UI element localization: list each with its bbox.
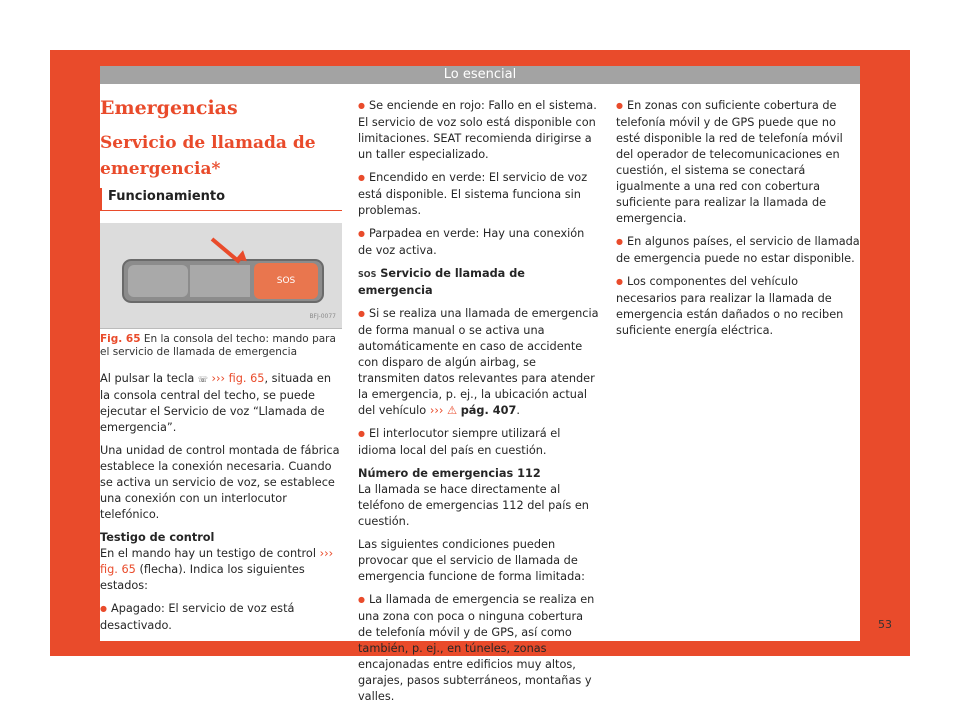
list-item: ● En zonas con suficiente cobertura de telefonía móvil y de GPS puede que no esté disponible la red de telefonía móvil del operador de telecomunicaciones en cuestión, el sistema se conectará igualmente a una red con cobertura suficiente para realizar la llamada de emergencia. bbox=[616, 98, 860, 227]
paragraph: La llamada se hace directamente al teléfono de emergencias 112 del país en cuestión. bbox=[358, 483, 589, 528]
column-3 bbox=[616, 98, 860, 346]
caption-text: En la consola del techo: mando para el servicio de llamada de emergencia bbox=[100, 333, 336, 358]
warning-icon: ⚠ bbox=[446, 404, 458, 417]
column-2 bbox=[358, 98, 600, 712]
page-number: 53 bbox=[878, 618, 892, 631]
paragraph bbox=[100, 371, 342, 436]
list-item: ● Parpadea en verde: Hay una conexión de voz activa. bbox=[358, 226, 600, 259]
text: Si se realiza una llamada de emergencia de forma manual o se activa una automáticamente en caso de accidente con disparo de algún airbag, se transmiten datos relevantes para atender la emergencia, p. ej., la ubicación actual del vehículo bbox=[358, 307, 599, 417]
page-link-arrows[interactable]: ››› bbox=[429, 404, 444, 417]
list-item: ● Los componentes del vehículo necesarios para realizar la llamada de emergencia están dañados o no reciben suficiente energía eléctrica. bbox=[616, 274, 860, 339]
running-header: Lo esencial bbox=[100, 66, 860, 84]
text: Servicio de llamada de emergencia bbox=[358, 267, 525, 297]
text: Al pulsar la tecla bbox=[100, 372, 195, 385]
sos-icon: SOS bbox=[358, 270, 377, 279]
roof-console-panel bbox=[122, 259, 324, 303]
page-link[interactable]: pág. 407 bbox=[460, 404, 517, 417]
subheading: Número de emergencias 112 bbox=[358, 467, 541, 480]
sos-icon: ☏ bbox=[197, 375, 208, 384]
subsection-title: Funcionamiento bbox=[100, 188, 342, 211]
sos-button: SOS bbox=[254, 263, 318, 299]
text: (flecha). Indica los siguientes estados: bbox=[100, 563, 305, 592]
list-item: ● El interlocutor siempre utilizará el idioma local del país en cuestión. bbox=[358, 426, 600, 459]
figure-caption bbox=[100, 333, 342, 359]
figure-link[interactable]: ››› fig. 65 bbox=[100, 547, 334, 576]
paragraph: Las siguientes condiciones pueden provocar que el servicio de llamada de emergencia funcione de forma limitada: bbox=[358, 538, 585, 583]
list-item: ● En algunos países, el servicio de llamada de emergencia puede no estar disponible. bbox=[616, 234, 860, 267]
figure-link[interactable]: ››› fig. 65 bbox=[211, 372, 265, 385]
column-1 bbox=[100, 96, 342, 641]
paragraph bbox=[100, 546, 342, 594]
console-slot bbox=[128, 265, 188, 297]
text: , situada en la consola central del techo, se puede ejecutar el Servicio de voz “Llamada de emergencia”. bbox=[100, 372, 331, 434]
list-item: ● Apagado: El servicio de voz está desactivado. bbox=[100, 601, 342, 634]
chapter-title: Emergencias bbox=[100, 97, 238, 119]
list-item: ● La llamada de emergencia se realiza en una zona con poca o ninguna cobertura de telefonía móvil y de GPS, así como también, p. ej., en túneles, zonas encajonadas entre edificios muy altos, garajes, pasos subterráneos, montañas y valles. bbox=[358, 592, 600, 705]
list-item: ● Se enciende en rojo: Fallo en el sistema. El servicio de voz solo está disponible con limitaciones. SEAT recomienda dirigirse a un taller especializado. bbox=[358, 98, 600, 163]
figure-code: BFJ-0077 bbox=[309, 313, 336, 320]
paragraph: Una unidad de control montada de fábrica establece la conexión necesaria. Cuando se activa un servicio de voz, se establece una conexión con un interlocutor telefónico. bbox=[100, 444, 340, 521]
subheading bbox=[358, 266, 600, 299]
list-item: ● Si se realiza una llamada de emergencia de forma manual o se activa una automáticamente en caso de accidente con disparo de algún airbag, se transmiten datos relevantes para atender la emergencia, p. ej., la ubicación actual del vehículo ››› ⚠ pág. 407. bbox=[358, 306, 600, 419]
list-item: ● Encendido en verde: El servicio de voz está disponible. El sistema funciona sin problemas. bbox=[358, 170, 600, 219]
figure-65 bbox=[100, 223, 342, 329]
console-slot bbox=[190, 265, 250, 297]
section-title: Servicio de llamada de emergencia* bbox=[100, 133, 316, 179]
caption-label: Fig. 65 bbox=[100, 333, 141, 345]
text: En el mando hay un testigo de control bbox=[100, 547, 316, 560]
subheading: Testigo de control bbox=[100, 531, 215, 544]
